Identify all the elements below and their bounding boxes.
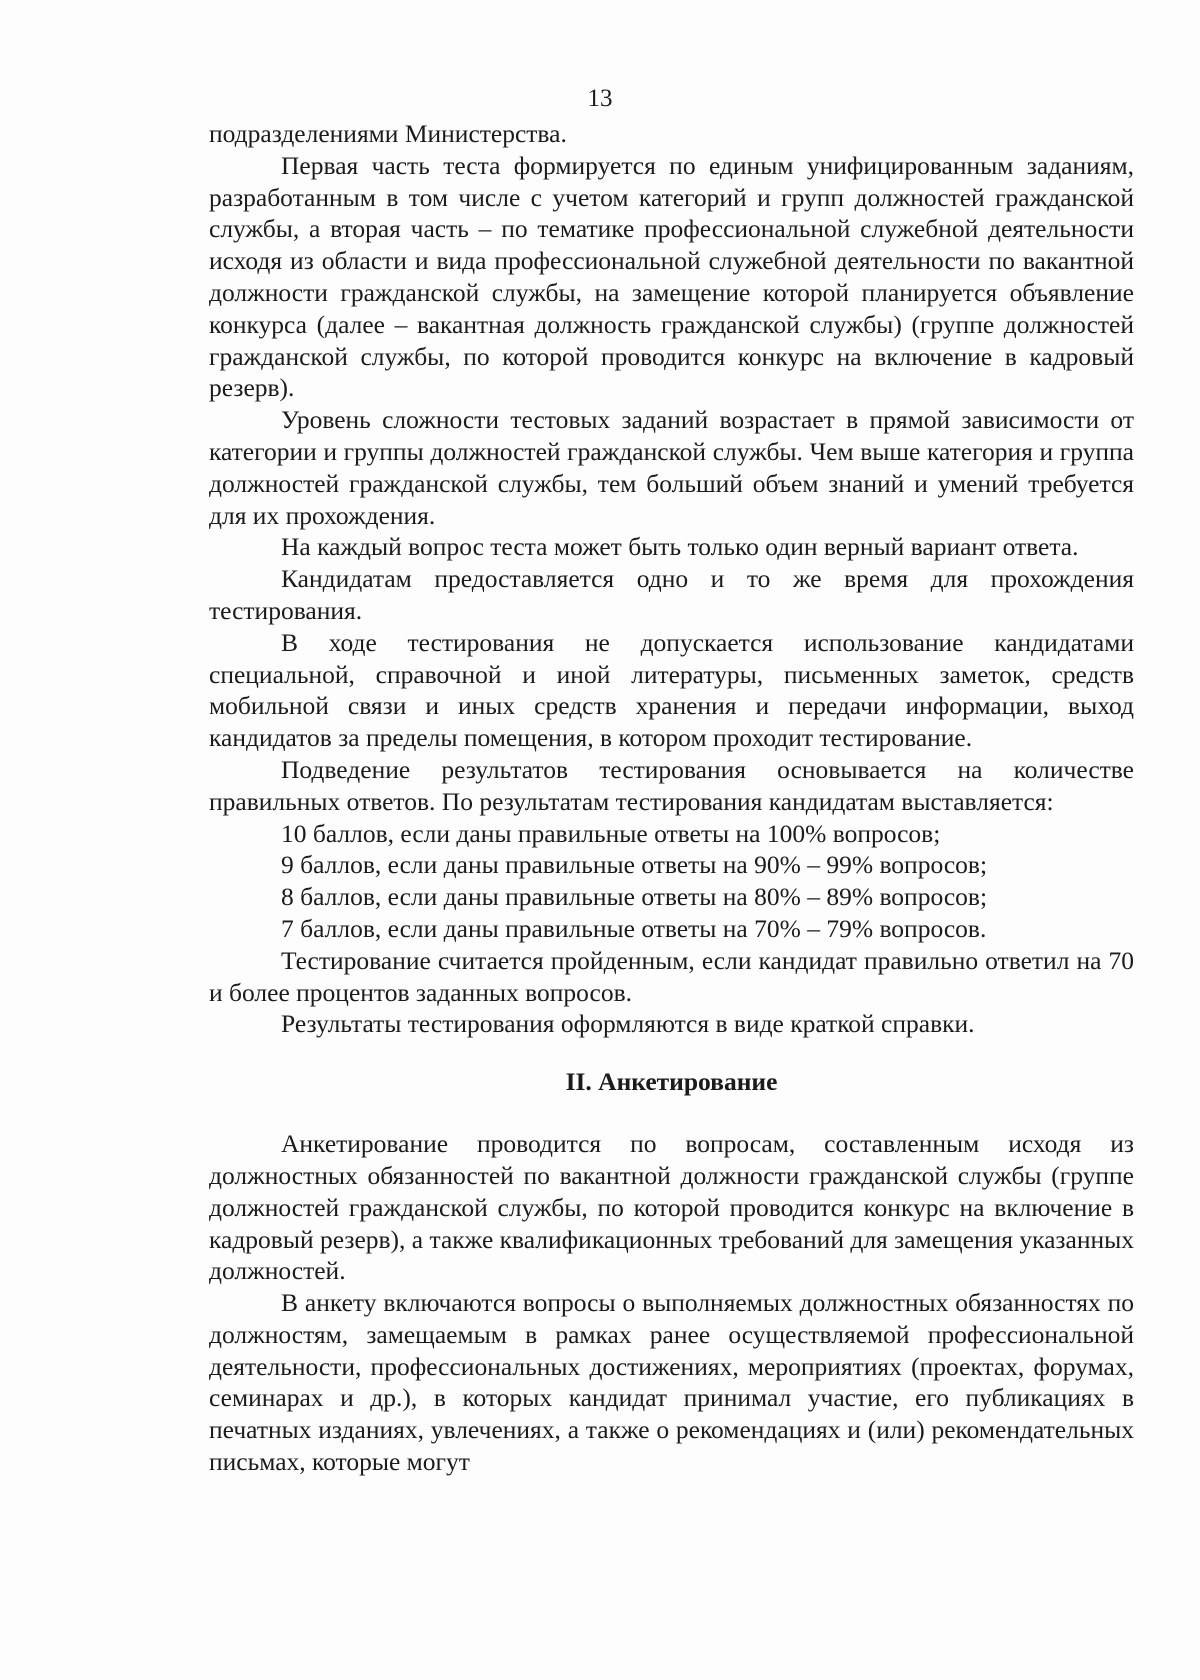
- paragraph-questionnaire-basis: Анкетирование проводится по вопросам, составленным исходя из должностных обязанностей по вакантной должности гражданской службы (группе должностей гражданской службы, по которой проводится конкурс на включение в кадровый резерв), а также квалификационных требований для замещения указанных должностей.: [209, 1129, 1134, 1286]
- grade-item-8: 8 баллов, если даны правильные ответы на 80% – 89% вопросов;: [281, 882, 988, 912]
- grade-item-10: 10 баллов, если даны правильные ответы на 100% вопросов;: [281, 818, 941, 848]
- paragraph-continuation: подразделениями Министерства.: [209, 119, 567, 148]
- paragraph-difficulty: Уровень сложности тестовых заданий возрастает в прямой зависимости от категории и группы должностей гражданской службы. Чем выше категория и группа должностей гражданской службы, тем больший объем знаний и умений требуется для их прохождения.: [209, 405, 1134, 530]
- paragraph-questionnaire-contents: В анкету включаются вопросы о выполняемых должностных обязанностях по должностям, замещаемым в рамках ранее осуществляемой профессиональной деятельности, профессиональных достижениях, мероприятиях (проектах, форумах, семинарах и др.), в которых кандидат принимал участие, его публикациях в печатных изданиях, увлечениях, а также о рекомендациях и (или) рекомендательных письмах, которые могут: [209, 1288, 1134, 1477]
- page-number: 13: [587, 85, 613, 112]
- paragraph-restrictions: В ходе тестирования не допускается использование кандидатами специальной, справочной и иной литературы, письменных заметок, средств мобильной связи и иных средств хранения и передачи информации, выход кандидатов за пределы помещения, в котором проходит тестирование.: [209, 627, 1134, 753]
- paragraph-test-structure: Первая часть теста формируется по единым унифицированным заданиям, разработанным в том числе с учетом категорий и групп должностей гражданской службы, а вторая часть – по тематике профессиональной служебной деятельности исходя из области и вида профессиональной служебной деятельности по вакантной должности гражданской службы, на замещение которой планируется объявление конкурса (далее – вакантная должность гражданской службы) (группе должностей гражданской службы, по которой проводится конкурс на включение в кадровый резерв).: [209, 150, 1134, 403]
- paragraph-pass-threshold: Тестирование считается пройденным, если кандидат правильно ответил на 70 и более процентов заданных вопросов.: [209, 945, 1134, 1007]
- section-heading: II. Анкетирование: [565, 1067, 778, 1097]
- paragraph-results-basis: Подведение результатов тестирования основывается на количестве правильных ответов. По результатам тестирования кандидатам выставляется:: [209, 754, 1134, 816]
- paragraph-one-answer: На каждый вопрос теста может быть только один верный вариант ответа.: [281, 532, 1079, 562]
- grade-item-9: 9 баллов, если даны правильные ответы на 90% – 99% вопросов;: [281, 850, 988, 880]
- document-body: [209, 118, 1134, 1478]
- paragraph-equal-time: Кандидатам предоставляется одно и то же время для прохождения тестирования.: [209, 564, 1134, 625]
- paragraph-results-format: Результаты тестирования оформляются в виде краткой справки.: [281, 1009, 975, 1039]
- grade-item-7: 7 баллов, если даны правильные ответы на 70% – 79% вопросов.: [281, 913, 987, 943]
